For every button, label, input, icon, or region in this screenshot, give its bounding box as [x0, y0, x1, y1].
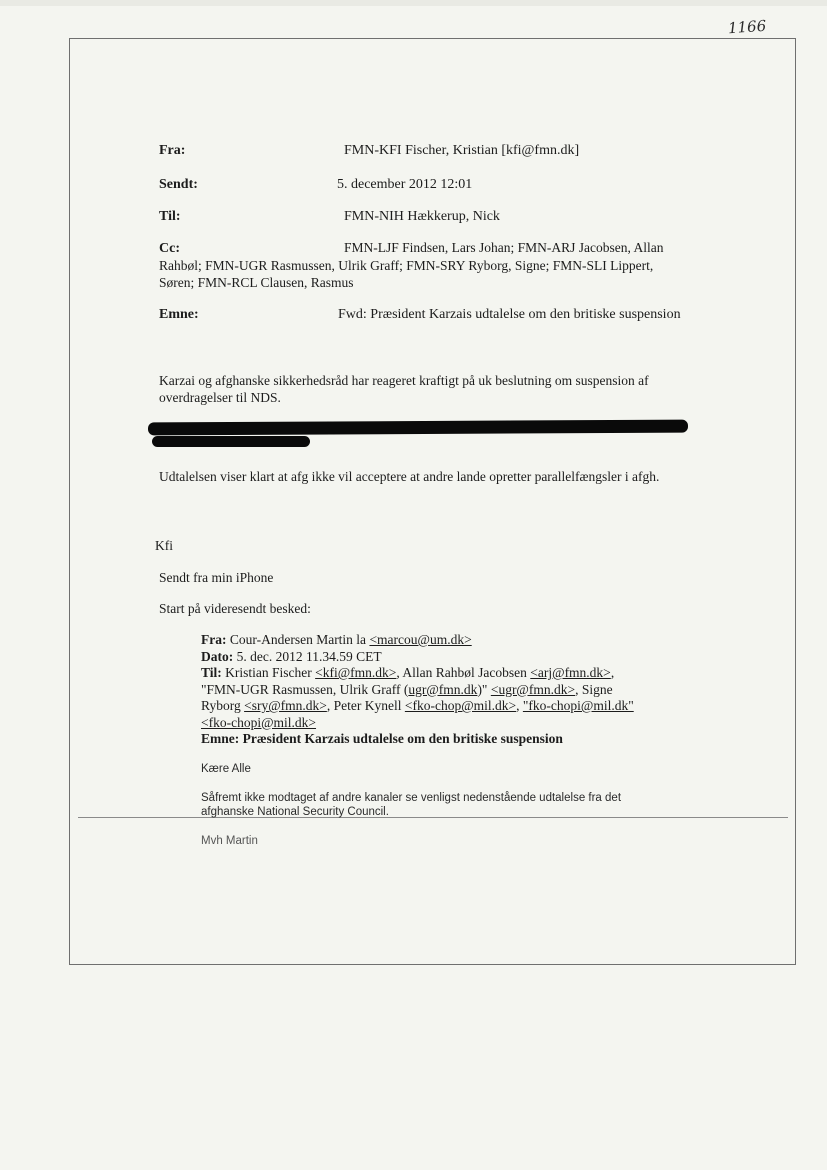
fwd-to-email-4-link[interactable]: <sry@fmn.dk>: [244, 698, 327, 713]
fwd-to-name-3: "FMN-UGR Rasmussen, Ulrik Graff (: [201, 681, 409, 697]
cc-line-3: Søren; FMN-RCL Clausen, Rasmus: [159, 275, 354, 290]
to-value: FMN-NIH Hækkerup, Nick: [344, 209, 500, 224]
fwd-to-name-5: , Peter Kynell: [326, 698, 402, 713]
forwarded-header: [201, 632, 701, 748]
fwd-to-line-4: [201, 715, 701, 732]
fwd-to-line-1: Til: Kristian Fischer <kfi@fmn.dk>, Allan Rahbøl Jacobsen <arj@fmn.dk>,: [201, 665, 615, 680]
fwd-to-email-6b-link[interactable]: <fko-chopi@mil.dk>: [201, 714, 317, 730]
body-para1-line2: overdragelser til NDS.: [159, 390, 281, 405]
subject-value: Fwd: Præsident Karzais udtalelse om den britiske suspension: [338, 307, 681, 322]
subject-label: Emne:: [159, 307, 199, 322]
cc-line-1: FMN-LJF Findsen, Lars Johan; FMN-ARJ Jacobsen, Allan: [344, 240, 664, 255]
fwd-to-email-3b-link[interactable]: <ugr@fmn.dk>: [490, 681, 576, 697]
fwd-to-name-4: , Signe: [575, 681, 613, 697]
fwd-subject-line: [201, 731, 701, 748]
fwd-to-name-2: , Allan Rahbøl Jacobsen: [396, 665, 527, 680]
fwd-subject-label: Emne:: [201, 731, 240, 746]
fwd-to-email-2-link[interactable]: <arj@fmn.dk>: [530, 665, 611, 680]
fwd-date-line: [201, 649, 701, 666]
fwd-from-name: Cour-Andersen Martin la: [229, 632, 367, 647]
quoted-greeting: Kære Alle: [201, 763, 251, 775]
signoff: Kfi: [155, 538, 173, 553]
handwritten-page-number: 1166: [727, 16, 767, 38]
quote-divider: [78, 817, 788, 818]
fwd-to-label: Til:: [201, 665, 222, 680]
fwd-subject-value: Præsident Karzais udtalelse om den britiske suspension: [242, 731, 563, 746]
body-para2: Udtalelsen viser klart at afg ikke vil acceptere at andre lande opretter parallelfængsler i afgh.: [159, 469, 660, 484]
fwd-to-line-2: "FMN-UGR Rasmussen, Ulrik Graff (ugr@fmn.dk)" <ugr@fmn.dk>, Signe: [201, 681, 613, 697]
fwd-to-name-4b: Ryborg: [201, 698, 241, 713]
sent-label: Sendt:: [159, 177, 198, 192]
quoted-closing: Mvh Martin: [201, 835, 258, 847]
cc-line-2: Rahbøl; FMN-UGR Rasmussen, Ulrik Graff; FMN-SRY Ryborg, Signe; FMN-SLI Lippert,: [159, 258, 654, 273]
fwd-to-email-1-link[interactable]: <kfi@fmn.dk>: [315, 665, 397, 680]
cc-label: Cc:: [159, 241, 180, 256]
fwd-to-email-5-link[interactable]: <fko-chop@mil.dk>: [404, 698, 517, 713]
fwd-from-label: Fra:: [201, 632, 227, 647]
body-para1-line1: Karzai og afghanske sikkerhedsråd har reageret kraftigt på uk beslutning om suspension af: [159, 373, 649, 388]
sent-from-iphone: Sendt fra min iPhone: [159, 570, 274, 585]
fwd-date-label: Dato:: [201, 648, 234, 664]
from-value: FMN-KFI Fischer, Kristian [kfi@fmn.dk]: [344, 143, 580, 158]
fwd-to-email-6-link[interactable]: "fko-chopi@mil.dk": [522, 698, 634, 713]
fwd-date-value: 5. dec. 2012 11.34.59 CET: [236, 648, 382, 664]
fwd-to-email-3-link[interactable]: ugr@fmn.dk: [408, 681, 478, 697]
scan-edge: [0, 0, 827, 6]
forward-intro: Start på videresendt besked:: [159, 601, 311, 616]
quoted-line-1: Såfremt ikke modtaget af andre kanaler se venligst nedenstående udtalelse fra det: [201, 792, 622, 804]
redaction-bar: [152, 436, 310, 447]
fwd-to-line-3: Ryborg <sry@fmn.dk>, Peter Kynell <fko-chop@mil.dk>, "fko-chopi@mil.dk": [201, 698, 634, 713]
fwd-to-name-1: Kristian Fischer: [225, 665, 312, 680]
fwd-from-line: [201, 632, 701, 649]
quoted-line-2: afghanske National Security Council.: [201, 806, 389, 818]
fwd-from-email-link[interactable]: <marcou@um.dk>: [369, 632, 472, 647]
sent-value: 5. december 2012 12:01: [337, 177, 473, 192]
from-label: Fra:: [159, 143, 186, 158]
to-label: Til:: [159, 209, 181, 224]
